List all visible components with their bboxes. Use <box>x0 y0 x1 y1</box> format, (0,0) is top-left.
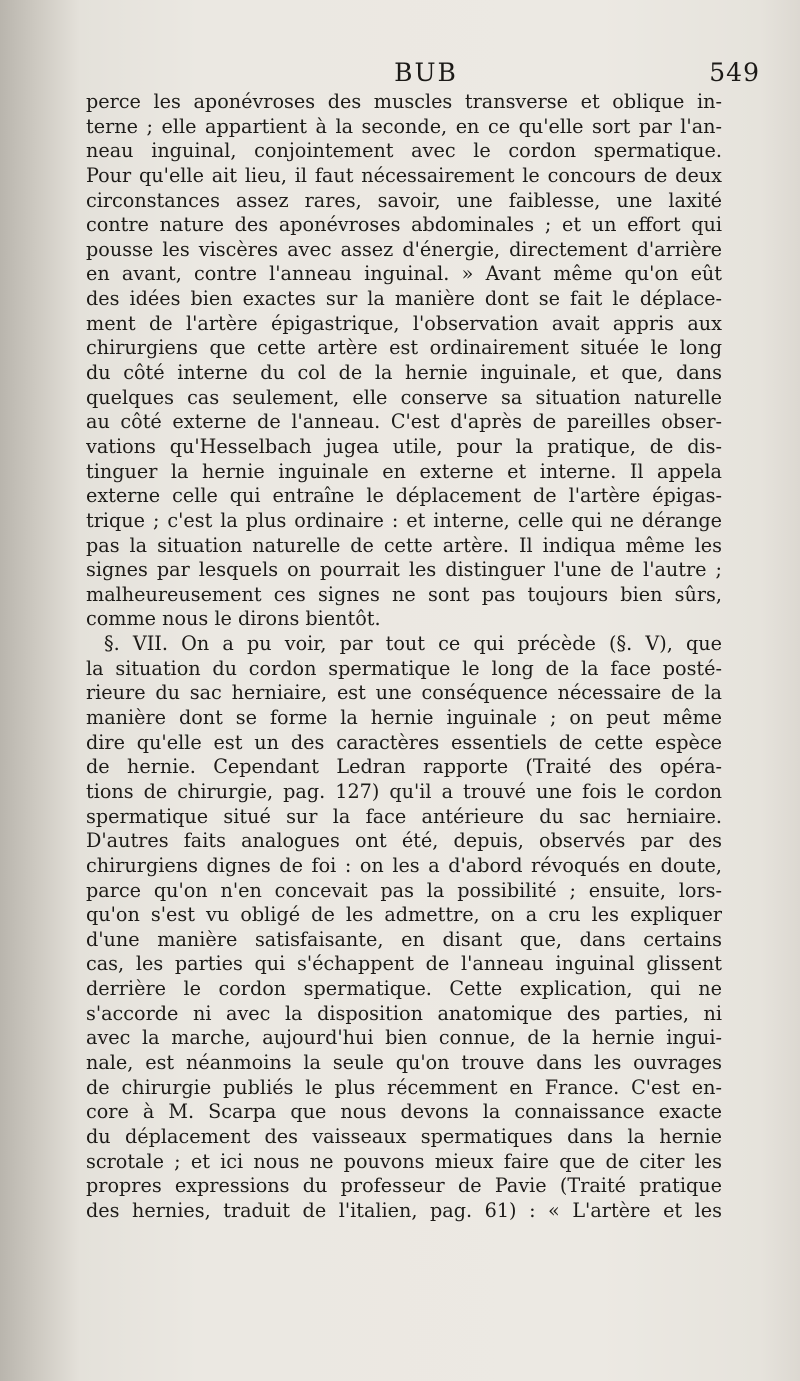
text-line: quelques cas seulement, elle conserve sa situation naturelle <box>86 385 722 409</box>
text-line: des hernies, traduit de l'italien, pag. 61) : « L'artère et les <box>86 1198 722 1222</box>
text-line: la situation du cordon spermatique le long de la face posté- <box>86 656 722 680</box>
text-line: d'une manière satisfaisante, en disant que, dans certains <box>86 927 722 951</box>
text-line: signes par lesquels on pourrait les distinguer l'une de l'autre ; <box>86 558 722 582</box>
text-line: cas, les parties qui s'échappent de l'anneau inguinal glissent <box>86 952 722 976</box>
text-line: spermatique situé sur la face antérieure du sac herniaire. <box>86 804 722 828</box>
text-line: du déplacement des vaisseaux spermatiques dans la hernie <box>86 1124 722 1148</box>
text-line: de hernie. Cependant Ledran rapporte (Traité des opéra- <box>86 755 722 779</box>
text-line: trique ; c'est la plus ordinaire : et interne, celle qui ne dérange <box>86 508 722 532</box>
text-line: terne ; elle appartient à la seconde, en ce qu'elle sort par l'an- <box>86 114 722 138</box>
text-line: pas la situation naturelle de cette artère. Il indiqua même les <box>86 533 722 557</box>
text-line: ment de l'artère épigastrique, l'observation avait appris aux <box>86 311 722 335</box>
page-header <box>86 58 766 94</box>
text-line: des idées bien exactes sur la manière dont se fait le déplace- <box>86 287 722 311</box>
text-line: parce qu'on n'en concevait pas la possibilité ; ensuite, lors- <box>86 878 722 902</box>
text-line: manière dont se forme la hernie inguinale ; on peut même <box>86 706 722 730</box>
page-number: 549 <box>709 58 760 87</box>
text-line: tinguer la hernie inguinale en externe et interne. Il appela <box>86 459 722 483</box>
text-line: qu'on s'est vu obligé de les admettre, on a cru les expliquer <box>86 903 722 927</box>
text-line: malheureusement ces signes ne sont pas toujours bien sûrs, <box>86 582 722 606</box>
text-line: contre nature des aponévroses abdominales ; et un effort qui <box>86 213 722 237</box>
text-line: du côté interne du col de la hernie inguinale, et que, dans <box>86 361 722 385</box>
text-line: pousse les viscères avec assez d'énergie, directement d'arrière <box>86 237 722 261</box>
text-line: externe celle qui entraîne le déplacement de l'artère épigas- <box>86 484 722 508</box>
text-line: tions de chirurgie, pag. 127) qu'il a trouvé une fois le cordon <box>86 779 722 803</box>
text-line: chirurgiens dignes de foi : on les a d'abord révoqués en doute, <box>86 853 722 877</box>
text-line: derrière le cordon spermatique. Cette explication, qui ne <box>86 977 722 1001</box>
text-line: avec la marche, aujourd'hui bien connue, de la hernie ingui- <box>86 1026 722 1050</box>
text-line: de chirurgie publiés le plus récemment en France. C'est en- <box>86 1075 722 1099</box>
text-line: vations qu'Hesselbach jugea utile, pour la pratique, de dis- <box>86 434 722 458</box>
text-line: au côté externe de l'anneau. C'est d'après de pareilles obser- <box>86 410 722 434</box>
text-line: chirurgiens que cette artère est ordinairement située le long <box>86 336 722 360</box>
text-line: D'autres faits analogues ont été, depuis, observés par des <box>86 829 722 853</box>
text-line: nale, est néanmoins la seule qu'on trouve dans les ouvrages <box>86 1050 722 1074</box>
text-line: en avant, contre l'anneau inguinal. » Avant même qu'on eût <box>86 262 722 286</box>
body-text <box>86 90 722 1223</box>
text-line: Pour qu'elle ait lieu, il faut nécessairement le concours de deux <box>86 163 722 187</box>
text-line: core à M. Scarpa que nous devons la connaissance exacte <box>86 1100 722 1124</box>
text-line: neau inguinal, conjointement avec le cordon spermatique. <box>86 139 722 163</box>
text-line: comme nous le dirons bientôt. <box>86 607 381 631</box>
running-title: BUB <box>394 58 458 87</box>
text-line: propres expressions du professeur de Pavie (Traité pratique <box>86 1174 722 1198</box>
text-line: rieure du sac herniaire, est une conséquence nécessaire de la <box>86 681 722 705</box>
text-line: perce les aponévroses des muscles transverse et oblique in- <box>86 90 722 113</box>
text-line: s'accorde ni avec la disposition anatomique des parties, ni <box>86 1001 722 1025</box>
text-line: dire qu'elle est un des caractères essentiels de cette espèce <box>86 730 722 754</box>
text-line: scrotale ; et ici nous ne pouvons mieux faire que de citer les <box>86 1149 722 1173</box>
text-line: circonstances assez rares, savoir, une faiblesse, une laxité <box>86 188 722 212</box>
text-line: §. VII. On a pu voir, par tout ce qui précède (§. V), que <box>104 632 722 656</box>
